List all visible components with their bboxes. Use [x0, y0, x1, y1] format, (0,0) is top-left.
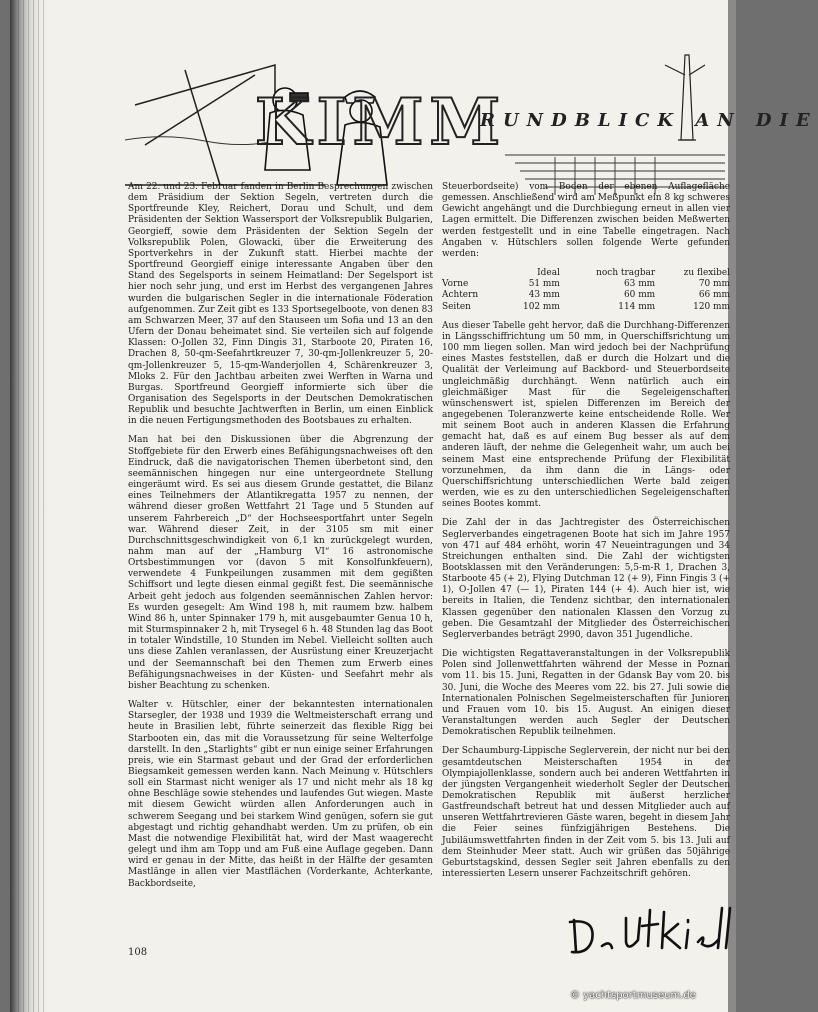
table-row: [442, 302, 730, 313]
paragraph-durchhang: [442, 321, 730, 511]
table-cell: 120 mm: [693, 301, 730, 312]
table-header-row: [442, 268, 730, 279]
paragraph-text: Die Zahl der in das Jachtregister des Österreichischen Seglerverbandes eingetragenen Boote hat sich im Jahre 1957 von 471 auf 484 erhöht, worin 47 Neueintragungen und 34 Streichungen enthalten sind. Die Zahl der wichtigsten Bootsklassen mit den Veränderungen: 5,5-m-R 1, Drachen 3, Starboote 45 (+ 2), Flying Dutchman 12 (+ 9), Finn Fingis 3 (+ 1), O-Jollen 47 (— 1), Piraten 144 (+ 4). Auch hier ist, wie bereits in Italien, die Tendenz sichtbar, den internationalen Klassen gegenüber den nationalen Klassen den Vorzug zu geben. Die Gesamtzahl der Mitglieder des Österreichischen Seglerverbandes beträgt 2990, davon 351 Jugendliche.: [442, 518, 730, 640]
table-header: [442, 268, 500, 279]
mast-flex-table: [442, 268, 730, 313]
table-cell: 63 mm: [623, 279, 656, 290]
table-cell: 60 mm: [623, 290, 656, 301]
paragraph-text: Man hat bei den Diskussionen über die Abgrenzung der Stoffgebiete für den Erwerb eines Befähigungsnachweises oft den Eindruck, daß die navigatorischen Themen überbetont sind, den seemännischen hingegen nur eine untergeordnete Stellung eingeräumt wird. Es sei aus diesem Grunde gestattet, die Bilanz eines Teilnehmers der Atlantikregatta 1957 zu nennen, der während dieser großen Wettfahrt 21 Tage und 5 Stunden auf unserem Fahrbereich „D“ der Hochseesportfahrt unter Segeln war. Während dieser Zeit, in der 3105 sm mit einer Durchschnittsgeschwindigkeit von 6,1 kn zurückgelegt wurden, nahm man auf der „Hamburg VI“ 16 astronomische Ortsbestimmungen vor (davon 5 mit Konsolfunkfeuern), verwendete 4 Funkpeilungen zusammen mit dem gegißten Schiffsort und legte diesen einmal gegißt fest. Die seemännische Arbeit geht jedoch aus folgenden seemännischen Zahlen hervor: Es wurden gesegelt: Am Wind 198 h, mit raumem bzw. halbem Wind 86 h, unter Spinnaker 179 h, mit ausgebaumter Genua 10 h, mit Sturmspinnaker 2 h, mit Trysegel 6 h. 48 Stunden lag das Boot in totaler Windstille, 10 Stunden im Nebel. Vielleicht sollten auch uns diese Zahlen veranlassen, der Ausrüstung einer Kreuzerjacht und der Seemannschaft bei den Themen zum Erwerb eines Befähigungsnachweises in der Küsten- und Seefahrt mehr als bisher Beachtung zu schenken.: [128, 435, 433, 691]
book-spine: [10, 0, 48, 1012]
table-cell: 51 mm: [528, 279, 560, 290]
paragraph-oesterreich: [442, 518, 730, 641]
table-header: Ideal: [537, 268, 560, 279]
paragraph-text: Am 22. und 23. Februar fanden in Berlin Besprechungen zwischen dem Präsidium der Sektion Segeln, vertreten durch die Sportfreunde Kley, Reichert, Dorau und Schult, und dem Präsidenten der Sektion Wassersport der Volksrepublik Bulgarien, Georgieff, sowie dem Präsidenten der Sektion Segeln der Volksrepublik Polen, Glowacki, über die Erweiterung des Sportverkehrs in der Zukunft statt. Hierbei machte der Sportfreund Georgieff einige interessante Angaben über den Stand des Segelsports in seinem Heimatland: Der Segelsport ist hier noch sehr jung, und erst im Herbst des vergangenen Jahres wurden die bulgarischen Segler in die internationale Föderation aufgenommen. Zur Zeit gibt es 133 Sportsegelboote, von denen 83 am Schwarzen Meer, 37 auf den Stauseen um Sofia und 13 an den Ufern der Donau beheimatet sind. Sie verteilen sich auf folgende Klassen: O-Jollen 32, Finn Dingis 31, Starboote 20, Piraten 16, Drachen 8, 50-qm-Seefahrtkreuzer 7, 30-qm-Jollenkreuzer 5, 20-qm-Jollenkreuzer 5, 15-qm-Wanderjollen 4, Schärenkreuzer 3, Mloks 2. Für den Jachtbau arbeiten zwei Werften in Warna und Burgas. Sportfreund Georgieff informierte sich über die Organisation des Segelsports in der Deutschen Demokratischen Republik und besuchte Jachtwerften in Berlin, um einen Einblick in die neuen Fertigungsmethoden des Bootsbaues zu erhalten.: [128, 182, 433, 427]
table-cell: 43 mm: [528, 290, 560, 301]
author-signature: [566, 900, 736, 960]
table-cell: Achtern: [442, 290, 479, 301]
table-cell: 102 mm: [523, 301, 560, 312]
header-kimm: KIMM: [255, 85, 507, 160]
paragraph-text: Steuerbordseite) vom Boden der ebenen Auflagefläche gemessen. Anschließend wird am Meßpunkt ein 8 kg schweres Gewicht angehängt und die Durchbiegung erneut in allen vier Lagen ermittelt. Die Differenzen zwischen beiden Meßwerten werden festgestellt und in eine Tabelle eingetragen. Nach Angaben v. Hütschlers sollen folgende Werte gefunden werden:: [442, 182, 730, 259]
table-cell: 66 mm: [698, 290, 730, 301]
paragraph-berlin: [128, 182, 433, 427]
header-illustration: [125, 45, 818, 195]
table-row: [442, 279, 730, 290]
table-header: zu flexibel: [683, 268, 730, 279]
page-number: 108: [128, 947, 148, 958]
magazine-page: [10, 0, 818, 1012]
table-row: [442, 290, 730, 301]
paragraph-polen: [442, 649, 730, 738]
table-header: noch tragbar: [596, 268, 656, 279]
table-cell: Seiten: [442, 301, 471, 312]
paragraph-steuerbord: [442, 182, 730, 260]
header-title: RUNDBLICK AN DIE: [480, 110, 818, 131]
paragraph-text: Der Schaumburg-Lippische Seglerverein, der nicht nur bei den gesamtdeutschen Meisterschaften 1954 in der Olympiajollenklasse, sondern auch bei anderen Wettfahrten in der jüngsten Vergangenheit wiederholt Segler der Deutschen Demokratischen Republik mit äußerst herzlicher Gastfreundschaft betreut hat und dessen Mitglieder auch auf unseren Wettfahrtrevieren Gäste waren, begeht in diesem Jahr die Feier seines fünfzigjährigen Bestehens. Die Jubiläumswettfahrten finden in der Zeit vom 5. bis 13. Juli auf dem Steinhuder Meer statt. Auch wir grüßen das 50jährige Geburtstagskind, dessen Segler seit Jahren ebenfalls zu den interessierten Lesern unserer Fachzeitschrift gehören.: [442, 746, 730, 880]
paragraph-schaumburg: [442, 746, 730, 880]
right-column: [442, 182, 730, 888]
table-cell: 114 mm: [618, 301, 656, 312]
watermark: © yachtsportmuseum.de: [570, 990, 696, 1001]
paragraph-text: Die wichtigsten Regattaveranstaltungen in der Volksrepublik Polen sind Jollenwettfahrten während der Messe in Poznan vom 11. bis 15. Juni, Regatten in der Gdansk Bay vom 20. bis 30. Juni, die Woche des Meeres vom 22. bis 27. Juli sowie die Internationalen Polnischen Segelmeisterschaften für Junioren und Frauen vom 10. bis 15. August. An einigen dieser Veranstaltungen werden auch Segler der Deutschen Demokratischen Republik teilnehmen.: [442, 649, 730, 738]
paragraph-befaehigung: [128, 435, 433, 692]
left-column: [128, 182, 433, 898]
paragraph-huetschler: [128, 700, 433, 890]
table-cell: Vorne: [442, 279, 469, 290]
paragraph-text: Walter v. Hütschler, einer der bekanntesten internationalen Starsegler, der 1938 und 1939 die Weltmeisterschaft errang und heute in Brasilien lebt, führte seinerzeit das flexible Rigg bei Starbooten ein, das mit die Voraussetzung für seine Welterfolge darstellt. In den „Starlights“ gibt er nun einige seiner Erfahrungen preis, wie ein Starmast gebaut und der Grad der erforderlichen Biegsamkeit gemessen werden kann. Nach Meinung v. Hütschlers soll ein Starmast nicht weniger als 17 und nicht mehr als 18 kg ohne Beschläge sowie stehendes und laufendes Gut wiegen. Maste mit diesem Gewicht würden allen Anforderungen auch in schwerem Seegang und bei starkem Wind genügen, sofern sie gut abgestagt und richtig gehandhabt werden. Um zu prüfen, ob ein Mast die notwendige Flexibilität hat, wird der Mast waagerecht gelegt und ihm am Topp und am Fuß eine Auflage gegeben. Dann wird er genau in der Mitte, das heißt in der Hälfte der gesamten Mastlänge in allen vier Mastflächen (Vorderkante, Achterkante, Backbordseite,: [128, 700, 433, 889]
table-cell: 70 mm: [698, 279, 730, 290]
paragraph-text: Aus dieser Tabelle geht hervor, daß die Durchhang-Differenzen in Längsschiffrichtung um 50 mm, in Querschiffsrichtung um 100 mm liegen sollen. Man wird jedoch bei der Nachprüfung eines Mastes feststellen, daß er durch die Holzart und die Qualität der Verleimung auf Backbord- und Steuerbordseite ungleichmäßig durchhängt. Wenn natürlich auch ein gleichmäßiger Mast für die Segeleigenschaften wünschenswert ist, spielen Differenzen im Bereich der angegebenen Toleranzwerte keine entscheidende Rolle. Wer mit seinem Boot auch in anderen Klassen die Erfahrung gemacht hat, daß es auf einem Bug besser als auf dem anderen läuft, der nehme die Gelegenheit wahr, um auch bei seinem Mast eine entsprechende Prüfung der Flexibilität vorzunehmen, da ihm dann die in Längs- oder Querschiffsrichtung unterschiedlichen Werte bald zeigen werden, wie es zu den unterschiedlichen Segeleigenschaften seines Bootes kommt.: [442, 320, 730, 510]
